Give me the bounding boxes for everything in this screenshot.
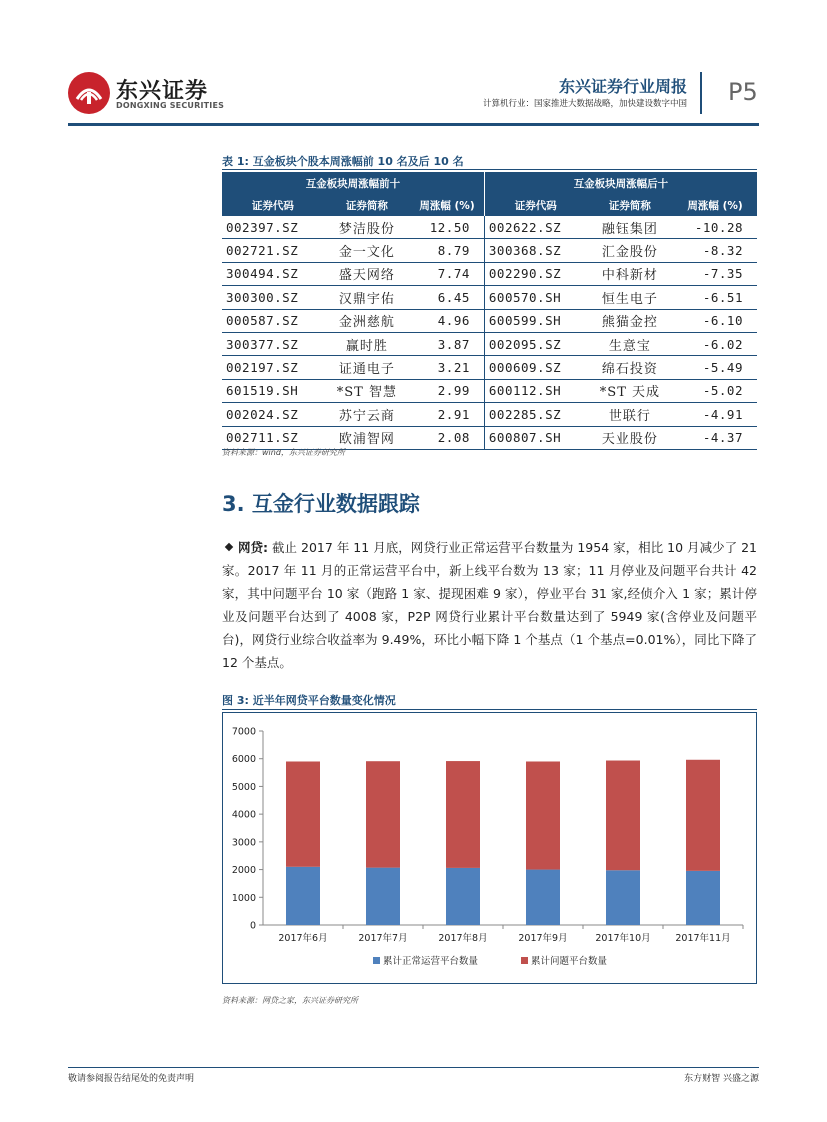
report-title: 东兴证券行业周报 bbox=[558, 77, 687, 96]
weekly-change: 4.96 bbox=[410, 309, 484, 332]
stock-name: 生意宝 bbox=[587, 332, 673, 355]
x-tick-label: 2017年6月 bbox=[278, 933, 328, 944]
stock-name: 证通电子 bbox=[324, 356, 410, 379]
y-tick-label: 2000 bbox=[231, 865, 256, 877]
stock-change-table bbox=[222, 172, 757, 450]
figure-caption-rule bbox=[222, 709, 757, 710]
stock-code: 601519.SH bbox=[222, 379, 324, 402]
weekly-change: 7.74 bbox=[410, 262, 484, 285]
weekly-change: 3.21 bbox=[410, 356, 484, 379]
stock-name: 金一文化 bbox=[324, 239, 410, 262]
x-tick-label: 2017年11月 bbox=[675, 933, 731, 944]
y-tick-label: 7000 bbox=[231, 726, 256, 738]
bar-normal-platforms bbox=[526, 870, 560, 925]
bar-normal-platforms bbox=[366, 868, 400, 925]
weekly-change: 2.99 bbox=[410, 379, 484, 402]
x-tick-label: 2017年7月 bbox=[358, 933, 408, 944]
stock-code: 002721.SZ bbox=[222, 239, 324, 262]
bar-normal-platforms bbox=[606, 870, 640, 925]
x-tick-label: 2017年8月 bbox=[438, 933, 488, 944]
weekly-change: -8.32 bbox=[673, 239, 757, 262]
bullet-diamond-icon bbox=[225, 543, 233, 551]
weekly-change: 8.79 bbox=[410, 239, 484, 262]
stock-name: 汉鼎宇佑 bbox=[324, 286, 410, 309]
stock-code: 002622.SZ bbox=[484, 216, 586, 239]
weekly-change: -5.02 bbox=[673, 379, 757, 402]
bar-problem-platforms bbox=[526, 761, 560, 869]
chart-frame bbox=[222, 712, 757, 984]
stock-name: *ST 智慧 bbox=[324, 379, 410, 402]
group-header-bottom: 互金板块周涨幅后十 bbox=[484, 172, 757, 194]
caption-rule bbox=[222, 169, 757, 170]
stock-code: 300494.SZ bbox=[222, 262, 324, 285]
stock-name: 熊猫金控 bbox=[587, 309, 673, 332]
col-header-change: 周涨幅 (%) bbox=[673, 194, 757, 216]
header-divider bbox=[700, 72, 702, 114]
figure-caption: 图 3: 近半年网贷平台数量变化情况 bbox=[222, 694, 396, 707]
weekly-change: -4.37 bbox=[673, 426, 757, 449]
page-number: P5 bbox=[728, 78, 758, 106]
stock-code: 600807.SH bbox=[484, 426, 586, 449]
footer-slogan: 东方财智 兴盛之源 bbox=[684, 1074, 759, 1084]
stock-name: 苏宁云商 bbox=[324, 403, 410, 426]
x-tick-label: 2017年10月 bbox=[595, 933, 651, 944]
stock-name: 绵石投资 bbox=[587, 356, 673, 379]
bar-problem-platforms bbox=[286, 761, 320, 866]
stock-name: 融钰集团 bbox=[587, 216, 673, 239]
figure-source: 资料来源：网贷之家，东兴证券研究所 bbox=[222, 996, 358, 1005]
table-row bbox=[222, 262, 757, 285]
col-header-code: 证券代码 bbox=[484, 194, 586, 216]
y-tick-label: 0 bbox=[249, 920, 256, 932]
company-logo-icon bbox=[68, 72, 110, 114]
stock-name: 赢时胜 bbox=[324, 332, 410, 355]
y-tick-label: 6000 bbox=[231, 754, 256, 766]
col-header-change: 周涨幅 (%) bbox=[410, 194, 484, 216]
x-tick-label: 2017年9月 bbox=[518, 933, 568, 944]
table-row bbox=[222, 403, 757, 426]
weekly-change: -10.28 bbox=[673, 216, 757, 239]
stock-code: 002290.SZ bbox=[484, 262, 586, 285]
table-row bbox=[222, 239, 757, 262]
table-row bbox=[222, 332, 757, 355]
bullet-paragraph bbox=[222, 536, 757, 674]
table-row bbox=[222, 356, 757, 379]
group-header-top: 互金板块周涨幅前十 bbox=[222, 172, 484, 194]
weekly-change: -5.49 bbox=[673, 356, 757, 379]
stock-code: 002711.SZ bbox=[222, 426, 324, 449]
footer-disclaimer: 敬请参阅报告结尾处的免责声明 bbox=[68, 1074, 195, 1084]
stock-code: 002095.SZ bbox=[484, 332, 586, 355]
stock-name: 世联行 bbox=[587, 403, 673, 426]
stock-code: 300300.SZ bbox=[222, 286, 324, 309]
weekly-change: 3.87 bbox=[410, 332, 484, 355]
y-tick-label: 3000 bbox=[231, 837, 256, 849]
stock-name: *ST 天成 bbox=[587, 379, 673, 402]
table-source: 资料来源：wind，东兴证券研究所 bbox=[222, 448, 345, 457]
bar-normal-platforms bbox=[446, 868, 480, 925]
stock-code: 002397.SZ bbox=[222, 216, 324, 239]
weekly-change: 2.91 bbox=[410, 403, 484, 426]
legend-swatch bbox=[521, 957, 528, 964]
table-row bbox=[222, 216, 757, 239]
company-name-en: DONGXING SECURITIES bbox=[116, 101, 225, 110]
stock-code: 600599.SH bbox=[484, 309, 586, 332]
stock-name: 梦洁股份 bbox=[324, 216, 410, 239]
bar-normal-platforms bbox=[286, 867, 320, 925]
weekly-change: 6.45 bbox=[410, 286, 484, 309]
bar-problem-platforms bbox=[366, 761, 400, 867]
report-subtitle: 计算机行业：国家推进大数据战略，加快建设数字中国 bbox=[482, 99, 687, 109]
stock-name: 恒生电子 bbox=[587, 286, 673, 309]
stock-name: 中科新材 bbox=[587, 262, 673, 285]
legend-label: 累计正常运营平台数量 bbox=[383, 956, 479, 967]
legend-label: 累计问题平台数量 bbox=[531, 956, 608, 967]
bar-problem-platforms bbox=[606, 761, 640, 871]
footer-rule bbox=[68, 1067, 759, 1068]
weekly-change: -7.35 bbox=[673, 262, 757, 285]
header-rule bbox=[68, 123, 759, 126]
y-tick-label: 5000 bbox=[231, 781, 256, 793]
stock-code: 002197.SZ bbox=[222, 356, 324, 379]
legend-swatch bbox=[373, 957, 380, 964]
table-row bbox=[222, 426, 757, 449]
weekly-change: 12.50 bbox=[410, 216, 484, 239]
stock-code: 002024.SZ bbox=[222, 403, 324, 426]
col-header-name: 证券简称 bbox=[324, 194, 410, 216]
weekly-change: -6.51 bbox=[673, 286, 757, 309]
col-header-name: 证券简称 bbox=[587, 194, 673, 216]
table-row bbox=[222, 379, 757, 402]
bar-normal-platforms bbox=[686, 871, 720, 925]
y-tick-label: 4000 bbox=[231, 809, 256, 821]
weekly-change: -6.02 bbox=[673, 332, 757, 355]
bar-problem-platforms bbox=[686, 760, 720, 871]
section-title: 3. 互金行业数据跟踪 bbox=[222, 492, 420, 516]
stock-name: 汇金股份 bbox=[587, 239, 673, 262]
y-tick-label: 1000 bbox=[231, 892, 256, 904]
stacked-bar-chart bbox=[223, 713, 756, 983]
table-row bbox=[222, 286, 757, 309]
stock-code: 600112.SH bbox=[484, 379, 586, 402]
table-caption: 表 1: 互金板块个股本周涨幅前 10 名及后 10 名 bbox=[222, 155, 464, 168]
bullet-text: 截止 2017 年 11 月底，网贷行业正常运营平台数量为 1954 家，相比 10 月减少了 21 家。2017 年 11 月的正常运营平台中，新上线平台数为 13 家；11 月停业及问题平台共计 42 家，其中问题平台 10 家（跑路 1 家、提现困难 9 家），停业平台 31 家,经侦介入 1 家；累计停业及问题平台达到了 4008 家，P2P 网贷行业累计平台数量达到了 5949 家(含停业及问题平台)，网贷行业综合收益率为 9.49%，环比小幅下降 1 个基点（1 个基点=0.01%），同比下降了 12 个基点。 bbox=[222, 540, 757, 670]
stock-code: 300377.SZ bbox=[222, 332, 324, 355]
stock-name: 金洲慈航 bbox=[324, 309, 410, 332]
company-name-cn: 东兴证券 bbox=[116, 79, 209, 104]
table-row bbox=[222, 309, 757, 332]
stock-code: 000609.SZ bbox=[484, 356, 586, 379]
stock-name: 欧浦智网 bbox=[324, 426, 410, 449]
stock-code: 300368.SZ bbox=[484, 239, 586, 262]
bar-problem-platforms bbox=[446, 761, 480, 868]
stock-code: 002285.SZ bbox=[484, 403, 586, 426]
weekly-change: 2.08 bbox=[410, 426, 484, 449]
stock-name: 盛天网络 bbox=[324, 262, 410, 285]
stock-code: 600570.SH bbox=[484, 286, 586, 309]
col-header-code: 证券代码 bbox=[222, 194, 324, 216]
bullet-label: 网贷: bbox=[238, 540, 269, 555]
weekly-change: -4.91 bbox=[673, 403, 757, 426]
stock-name: 天业股份 bbox=[587, 426, 673, 449]
weekly-change: -6.10 bbox=[673, 309, 757, 332]
stock-code: 000587.SZ bbox=[222, 309, 324, 332]
